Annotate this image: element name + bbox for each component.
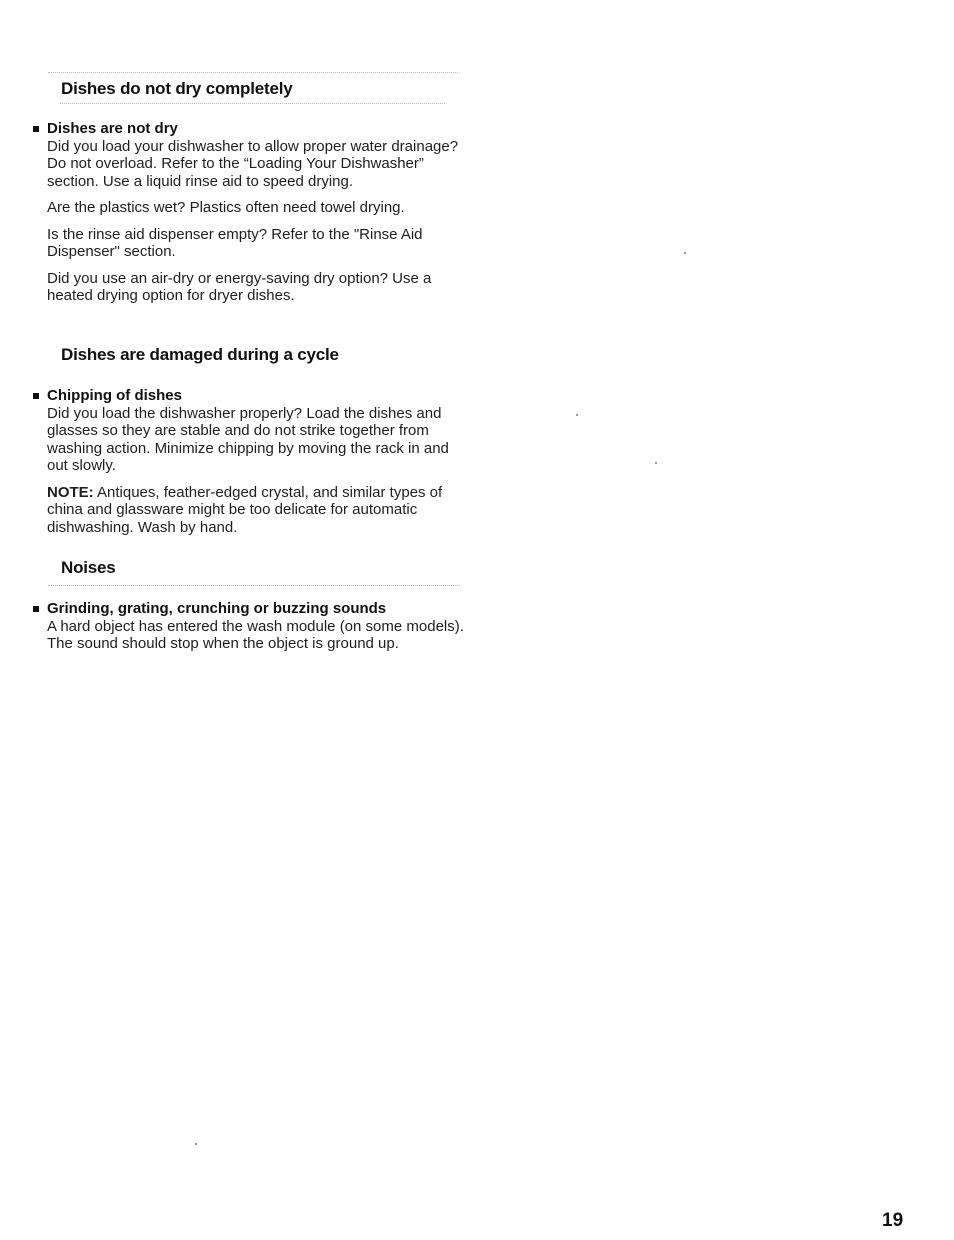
issue-chipping-of-dishes — [47, 387, 467, 545]
bullet-icon — [33, 606, 39, 612]
note-text: Antiques, feather-edged crystal, and similar types of china and glassware might be too delicate for automatic dishwashing. Wash by hand. — [47, 483, 443, 536]
note-paragraph — [47, 484, 467, 537]
issue-dishes-not-dry — [47, 120, 467, 314]
scan-speck — [684, 252, 686, 254]
issue-paragraph: Is the rinse aid dispenser empty? Refer to the "Rinse Aid Dispenser" section. — [47, 225, 423, 260]
issue-grinding-sounds — [47, 600, 467, 662]
scan-speck — [195, 1143, 197, 1145]
scan-speck — [655, 462, 657, 464]
issue-paragraph: Did you load the dishwasher properly? Load the dishes and glasses so they are stable and do not strike together from washing action. Minimize chipping by moving the rack in and out slowly. — [47, 404, 449, 474]
section-divider — [60, 103, 445, 104]
bullet-icon — [33, 126, 39, 132]
note-label: NOTE: — [47, 483, 94, 501]
bullet-icon — [33, 393, 39, 399]
issue-title: Chipping of dishes — [47, 387, 182, 404]
section-title-noises: Noises — [61, 558, 116, 577]
issue-title: Grinding, grating, crunching or buzzing sounds — [47, 600, 387, 617]
section-divider — [48, 585, 460, 586]
section-divider — [48, 72, 458, 73]
issue-paragraph: Did you load your dishwasher to allow proper water drainage? Do not overload. Refer to the “Loading Your Dishwasher” section. Use a liquid rinse aid to speed drying. — [47, 137, 459, 190]
page-number: 19 — [882, 1210, 904, 1231]
issue-title: Dishes are not dry — [47, 120, 178, 137]
section-title-dishes-damaged: Dishes are damaged during a cycle — [61, 345, 339, 364]
issue-paragraph: Are the plastics wet? Plastics often need towel drying. — [47, 199, 405, 216]
section-title-dishes-do-not-dry: Dishes do not dry completely — [61, 79, 293, 98]
issue-paragraph: A hard object has entered the wash module (on some models). The sound should stop when the object is ground up. — [47, 617, 464, 652]
scan-speck — [576, 414, 578, 416]
issue-paragraph: Did you use an air-dry or energy-saving dry option? Use a heated drying option for dryer dishes. — [47, 269, 432, 304]
